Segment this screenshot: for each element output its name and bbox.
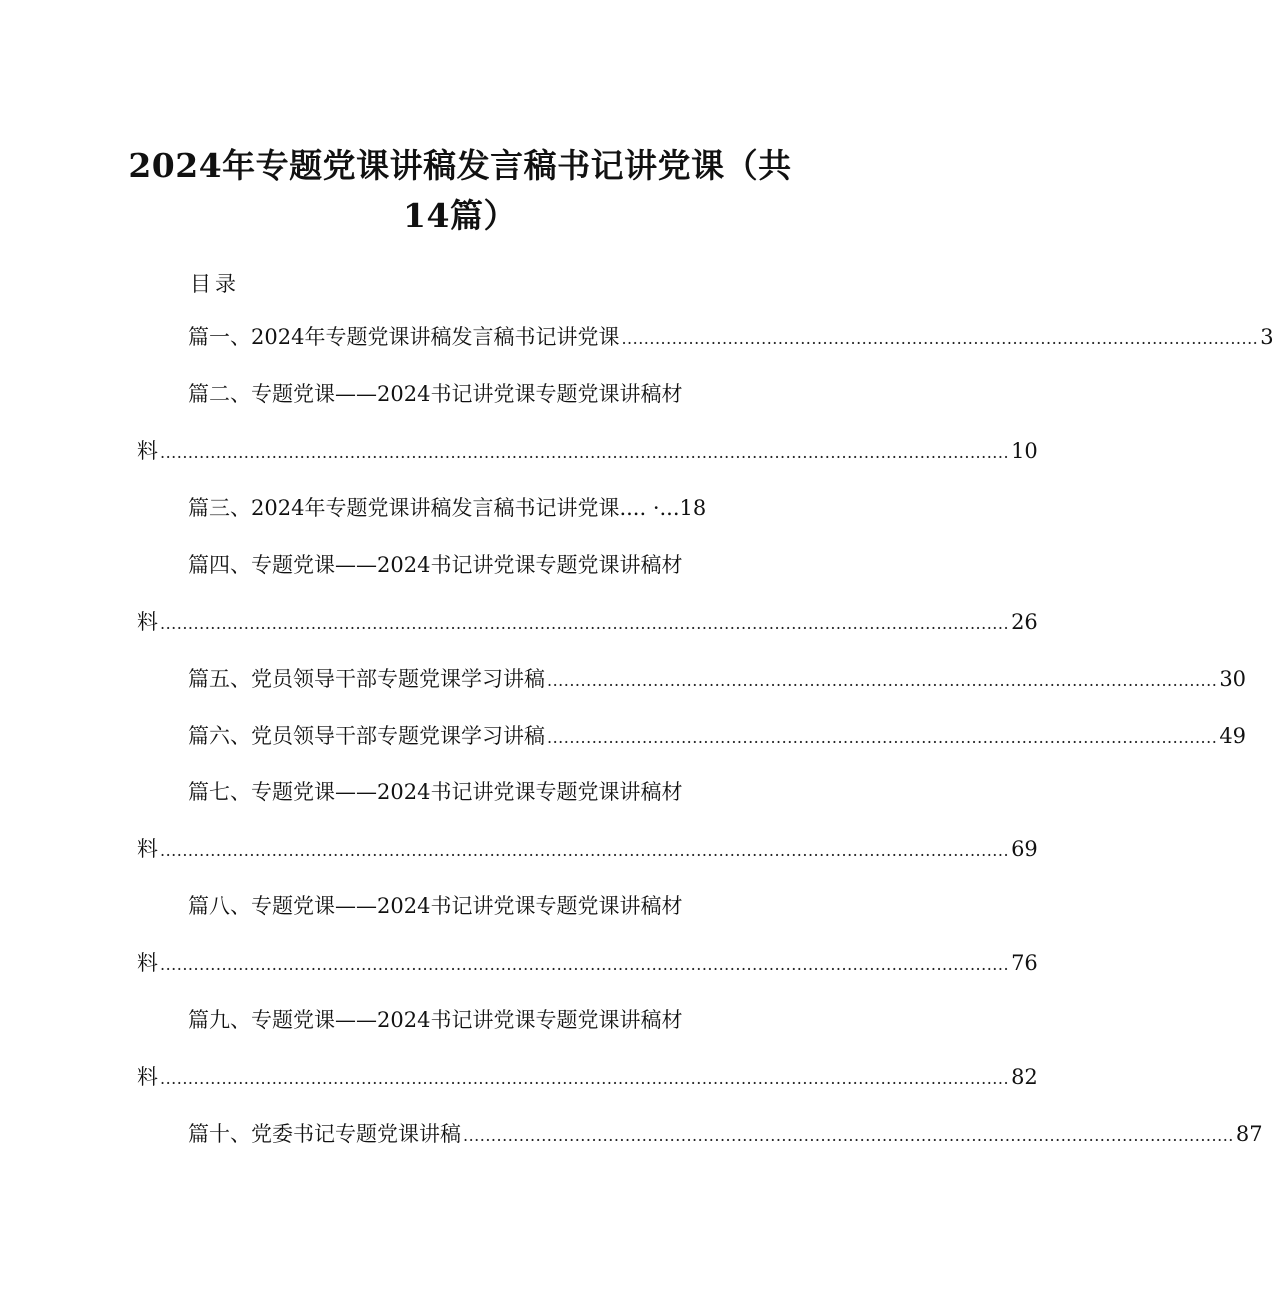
toc-entry-7-title: 篇七、专题党课——2024书记讲党课专题党课讲稿材 — [188, 780, 683, 804]
toc-entry-5-title: 篇五、党员领导干部专题党课学习讲稿 — [188, 667, 545, 691]
toc-entry-3[interactable] — [188, 492, 706, 524]
toc-entry-9-title: 篇九、专题党课——2024书记讲党课专题党课讲稿材 — [188, 1008, 683, 1032]
dot-leader: ........................................................................................................................ — [547, 728, 1218, 747]
toc-entry-10-title: 篇十、党委书记专题党课讲稿 — [188, 1122, 461, 1146]
toc-entry-4-page: 26 — [1011, 610, 1038, 634]
toc-entry-8-continuation[interactable] — [137, 947, 1038, 979]
dot-leader: .................................................................................................................. — [621, 329, 1259, 348]
dot-leader: ........................................................................................................................................................ — [160, 1069, 1010, 1088]
toc-entry-5[interactable] — [188, 663, 1247, 695]
toc-entry-1-title: 篇一、2024年专题党课讲稿发言稿书记讲党课 — [188, 325, 620, 349]
toc-entry-9-title-cont: 料 — [137, 1065, 158, 1089]
toc-entry-8[interactable] — [188, 890, 682, 922]
toc-entry-9[interactable] — [188, 1004, 682, 1036]
toc-entry-2-title-cont: 料 — [137, 439, 158, 463]
toc-entry-4[interactable] — [188, 549, 682, 581]
toc-entry-2[interactable] — [188, 378, 682, 410]
dot-leader: ........................................................................................................................ — [547, 671, 1218, 690]
toc-entry-9-continuation[interactable] — [137, 1061, 1038, 1093]
toc-entry-4-continuation[interactable] — [137, 606, 1038, 638]
document-title-line-2: 14篇） — [403, 196, 517, 235]
toc-entry-3-page: ...18 — [659, 496, 707, 520]
dot-leader: ........................................................................................................................................................ — [160, 614, 1010, 633]
document-title-line-1: 2024年专题党课讲稿发言稿书记讲党课（共 — [128, 146, 792, 185]
dot-leader: ........................................................................................................................................................ — [160, 841, 1010, 860]
toc-entry-7[interactable] — [188, 776, 682, 808]
toc-entry-7-continuation[interactable] — [137, 833, 1038, 865]
toc-entry-8-page: 76 — [1011, 951, 1038, 975]
toc-entry-10[interactable] — [188, 1118, 1263, 1150]
toc-entry-6[interactable] — [188, 720, 1247, 752]
toc-entry-5-page: 30 — [1219, 667, 1247, 691]
toc-entry-4-title: 篇四、专题党课——2024书记讲党课专题党课讲稿材 — [188, 553, 683, 577]
toc-entry-1-page: 3 — [1260, 325, 1274, 349]
toc-entry-8-title: 篇八、专题党课——2024书记讲党课专题党课讲稿材 — [188, 894, 683, 918]
toc-entry-2-page: 10 — [1011, 439, 1038, 463]
toc-entry-2-title: 篇二、专题党课——2024书记讲党课专题党课讲稿材 — [188, 382, 683, 406]
toc-entry-7-page: 69 — [1011, 837, 1038, 861]
toc-entry-6-title: 篇六、党员领导干部专题党课学习讲稿 — [188, 724, 545, 748]
dot-leader: ........................................................................................................................................................ — [160, 443, 1010, 462]
toc-entry-3-title: 篇三、2024年专题党课讲稿发言稿书记讲党课.... · — [188, 496, 660, 520]
dot-leader: ........................................................................................................................................................ — [160, 955, 1010, 974]
toc-entry-10-page: 87 — [1235, 1122, 1263, 1146]
toc-heading: 目录 — [190, 272, 240, 296]
toc-entry-7-title-cont: 料 — [137, 837, 158, 861]
dot-leader: .......................................................................................................................................... — [463, 1126, 1234, 1145]
toc-entry-1[interactable] — [188, 321, 1274, 353]
toc-entry-8-title-cont: 料 — [137, 951, 158, 975]
toc-entry-4-title-cont: 料 — [137, 610, 158, 634]
toc-entry-2-continuation[interactable] — [137, 435, 1038, 467]
toc-entry-9-page: 82 — [1011, 1065, 1038, 1089]
toc-entry-6-page: 49 — [1219, 724, 1247, 748]
